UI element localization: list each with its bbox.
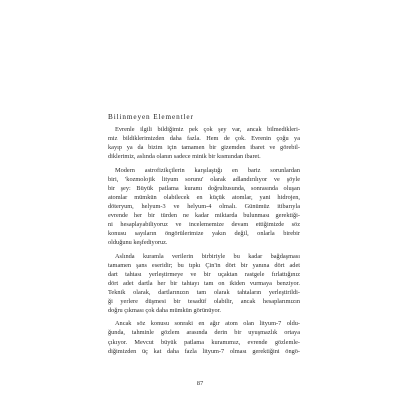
text-line: ğunda, tahminle gözlem arasında derin bir uyuşmazlık ortaya: [108, 329, 300, 337]
paragraph-1: [108, 125, 300, 161]
text-line: Aslında kuramla verilerin birbiriyle bu kadar bağdaşması: [115, 252, 300, 260]
text-line: ni hesaplayabiliyoruz ve incelememize devam ettiğimizde söz: [108, 220, 300, 228]
text-line: tamamen şans eseridir; bu tıpkı Çin'in dört bir yanına dört adet: [108, 261, 300, 269]
text-line: bir şey: Büyük patlama kuramı doğrultusunda, sonrasında oluşan: [108, 184, 300, 192]
paragraph-4: [108, 319, 300, 355]
text-line: kayıp ya da bizim için tamamen bir gizemden ibaret ve görebil-: [108, 144, 300, 152]
text-line: Evrenle ilgili bildiğimiz pek çok şey var, ancak bilmedikleri-: [115, 126, 300, 133]
text-line: Ancak söz konusu sonraki en ağır atom olan lityum-7 oldu-: [115, 320, 300, 328]
text-block: [108, 113, 300, 356]
page-number: 87: [196, 380, 204, 387]
text-line: doğru çıkması çok daha mümkün görünüyor.: [108, 306, 221, 314]
text-line: dart tahtası yerleştirmeye ve bir uçaktan rastgele fırlattığınız: [108, 270, 300, 278]
text-line: ği yerlere düşmesi bir tesadüf olabilir, ancak hesaplarımızın: [108, 297, 300, 305]
text-line: çıkıyor. Mevcut büyük patlama kuramımız, evrende gözlemle-: [108, 338, 300, 346]
text-line: Modern astrofizikçilerin karşılaştığı en bariz sorunlardan: [115, 166, 300, 174]
text-line: konusu sayıların öngörülerimize yakın değil, onlarla birebir: [108, 230, 300, 238]
paragraph-2: [108, 166, 300, 247]
text-line: atomlar mümkün olabilecek en küçük atomlar, yani hidrojen,: [108, 193, 300, 201]
text-line: miz bildiklerimizden daha fazla. Hem de çok. Evrenin çoğu ya: [108, 135, 300, 143]
text-line: biri, 'kozmolojik lityum sorunu' olarak adlandırılıyor ve şöyle: [108, 175, 300, 183]
text-line: diğimizden üç kat daha fazla lityum-7 olması gerektiğini öngö-: [108, 347, 300, 355]
text-line: döteryum, helyum-3 ve helyum-4 olmalı. Günümüz itibarıyla: [108, 202, 300, 210]
text-line: Teknik olarak, dartlarınızın tam olarak tahtaların yerleştirildi-: [108, 288, 300, 296]
paragraph-3: [108, 252, 300, 315]
text-line: evrende her bir türden ne kadar miktarda bulunması gerektiği-: [108, 211, 300, 219]
text-line: dört adet dartla her bir tahtayı tam on ikiden vurmaya benziyor.: [108, 279, 300, 287]
text-line: diklerimiz, aslında olanın sadece minik bir kısmından ibaret.: [108, 153, 261, 161]
section-title: Bilinmeyen Elementler: [108, 113, 194, 121]
text-line: olduğunu keşfediyoruz.: [108, 239, 168, 247]
